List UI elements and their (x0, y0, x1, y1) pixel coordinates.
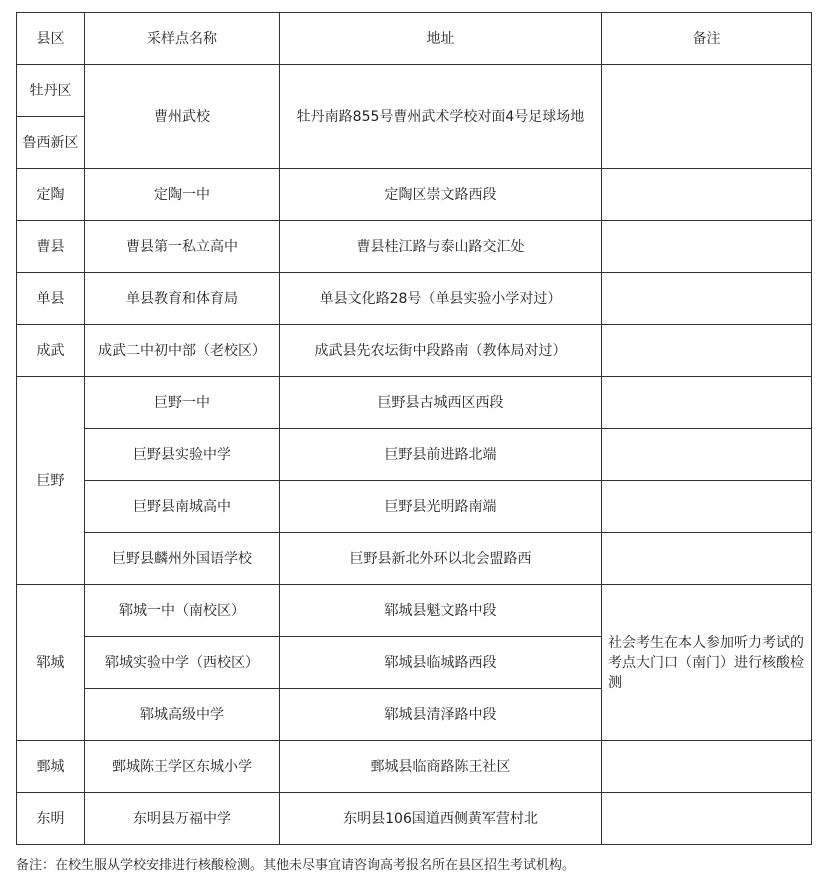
address-cell: 巨野县古城西区西段 (280, 377, 602, 429)
address-cell: 巨野县新北外环以北会盟路西 (280, 533, 602, 585)
address-cell: 东明县106国道西侧黄军营村北 (280, 793, 602, 845)
header-address: 地址 (280, 13, 602, 65)
county-cell: 东明 (17, 793, 85, 845)
address-cell: 郓城县清泽路中段 (280, 689, 602, 741)
table-row (17, 481, 812, 533)
site-cell: 东明县万福中学 (85, 793, 280, 845)
site-cell: 鄄城陈王学区东城小学 (85, 741, 280, 793)
table-row (17, 273, 812, 325)
table-row (17, 221, 812, 273)
address-cell: 郓城县魁文路中段 (280, 585, 602, 637)
address-cell: 牡丹南路855号曹州武术学校对面4号足球场地 (280, 65, 602, 169)
county-cell: 鄄城 (17, 741, 85, 793)
address-cell: 鄄城县临商路陈王社区 (280, 741, 602, 793)
remark-cell (602, 533, 812, 585)
remark-cell (602, 273, 812, 325)
county-cell: 牡丹区 (17, 65, 85, 117)
county-cell: 成武 (17, 325, 85, 377)
remark-cell (602, 169, 812, 221)
address-cell: 巨野县光明路南端 (280, 481, 602, 533)
table-row (17, 169, 812, 221)
site-cell: 定陶一中 (85, 169, 280, 221)
footnote: 备注：在校生服从学校安排进行核酸检测。其他未尽事宜请咨询高考报名所在县区招生考试机构。 (16, 858, 576, 873)
table-row (17, 377, 812, 429)
address-cell: 单县文化路28号（单县实验小学对过） (280, 273, 602, 325)
site-cell: 曹县第一私立高中 (85, 221, 280, 273)
header-remark: 备注 (602, 13, 812, 65)
county-cell: 巨野 (17, 377, 85, 585)
site-cell: 郓城一中（南校区） (85, 585, 280, 637)
remark-cell (602, 65, 812, 169)
table-row (17, 793, 812, 845)
site-cell: 曹州武校 (85, 65, 280, 169)
site-cell: 郓城高级中学 (85, 689, 280, 741)
site-cell: 巨野县实验中学 (85, 429, 280, 481)
table-row (17, 429, 812, 481)
table-row (17, 585, 812, 637)
county-cell: 曹县 (17, 221, 85, 273)
header-county: 县区 (17, 13, 85, 65)
site-cell: 巨野县麟州外国语学校 (85, 533, 280, 585)
site-cell: 巨野县南城高中 (85, 481, 280, 533)
site-cell: 巨野一中 (85, 377, 280, 429)
county-cell: 鲁西新区 (17, 117, 85, 169)
remark-cell (602, 481, 812, 533)
address-cell: 郓城县临城路西段 (280, 637, 602, 689)
remark-cell (602, 377, 812, 429)
remark-cell (602, 325, 812, 377)
header-row (17, 13, 812, 65)
county-cell: 单县 (17, 273, 85, 325)
address-cell: 定陶区崇文路西段 (280, 169, 602, 221)
address-cell: 巨野县前进路北端 (280, 429, 602, 481)
address-cell: 曹县桂江路与泰山路交汇处 (280, 221, 602, 273)
remark-cell (602, 793, 812, 845)
remark-cell (602, 221, 812, 273)
remark-cell: 社会考生在本人参加听力考试的考点大门口（南门）进行核酸检测 (602, 585, 812, 741)
site-cell: 郓城实验中学（西校区） (85, 637, 280, 689)
sampling-sites-table (16, 12, 812, 845)
table-row (17, 741, 812, 793)
table-row (17, 533, 812, 585)
site-cell: 成武二中初中部（老校区） (85, 325, 280, 377)
remark-cell (602, 429, 812, 481)
remark-cell (602, 741, 812, 793)
site-cell: 单县教育和体育局 (85, 273, 280, 325)
table-row (17, 65, 812, 117)
county-cell: 郓城 (17, 585, 85, 741)
county-cell: 定陶 (17, 169, 85, 221)
header-site: 采样点名称 (85, 13, 280, 65)
address-cell: 成武县先农坛街中段路南（教体局对过） (280, 325, 602, 377)
table-row (17, 325, 812, 377)
